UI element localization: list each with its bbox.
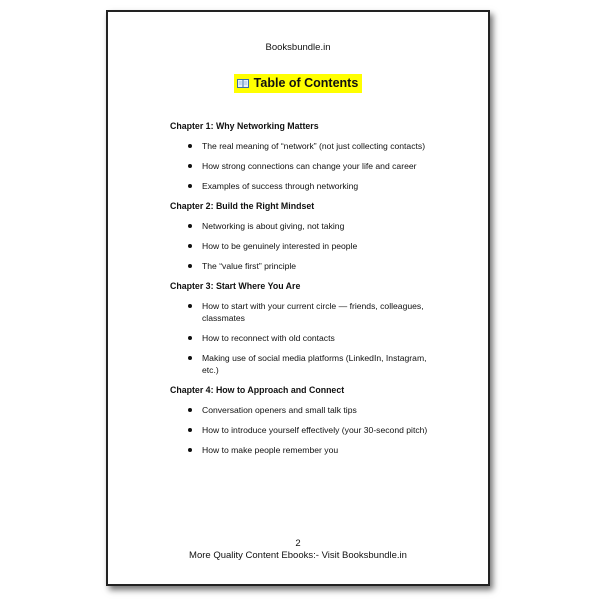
chapter-topic-list — [170, 300, 440, 376]
chapter-title: Chapter 1: Why Networking Matters — [170, 121, 319, 131]
bullet-icon — [188, 428, 192, 432]
toc-title-text: Table of Contents — [253, 76, 359, 90]
list-item — [170, 140, 440, 152]
toc-content — [170, 120, 440, 464]
list-item — [170, 220, 440, 232]
chapter-section — [170, 200, 440, 272]
list-item — [170, 260, 440, 272]
list-item — [170, 240, 440, 252]
bullet-icon — [188, 356, 192, 360]
list-item-text: Conversation openers and small talk tips — [202, 405, 357, 415]
bullet-icon — [188, 408, 192, 412]
bullet-icon — [188, 448, 192, 452]
bullet-icon — [188, 304, 192, 308]
chapter-section — [170, 120, 440, 192]
list-item-text: The real meaning of “network” (not just collecting contacts) — [202, 141, 426, 151]
list-item — [170, 332, 440, 344]
list-item-text: Examples of success through networking — [202, 181, 359, 191]
list-item-text: How to reconnect with old contacts — [202, 333, 335, 343]
chapter-title: Chapter 3: Start Where You Are — [170, 281, 301, 291]
open-book-icon — [237, 79, 249, 88]
bullet-icon — [188, 184, 192, 188]
list-item — [170, 352, 440, 376]
bullet-icon — [188, 336, 192, 340]
list-item-text: How to be genuinely interested in people — [202, 241, 358, 251]
list-item — [170, 300, 440, 324]
list-item-text: Networking is about giving, not taking — [202, 221, 345, 231]
chapter-topic-list — [170, 404, 440, 456]
bullet-icon — [188, 244, 192, 248]
list-item-text: How to introduce yourself effectively (your 30-second pitch) — [202, 425, 428, 435]
list-item-text: How strong connections can change your life and career — [202, 161, 417, 171]
toc-heading-wrap — [108, 74, 488, 93]
chapter-topic-list — [170, 140, 440, 192]
list-item — [170, 424, 440, 436]
list-item — [170, 160, 440, 172]
bullet-icon — [188, 224, 192, 228]
list-item-text: Making use of social media platforms (LinkedIn, Instagram, etc.) — [202, 353, 427, 375]
toc-heading — [234, 74, 363, 93]
bullet-icon — [188, 144, 192, 148]
bullet-icon — [188, 264, 192, 268]
chapter-section — [170, 280, 440, 376]
list-item — [170, 444, 440, 456]
page-number: 2 — [295, 538, 301, 549]
page-header: Booksbundle.in — [265, 42, 331, 53]
list-item-text: The “value first” principle — [202, 261, 297, 271]
list-item — [170, 180, 440, 192]
chapter-title: Chapter 2: Build the Right Mindset — [170, 201, 315, 211]
list-item — [170, 404, 440, 416]
bullet-icon — [188, 164, 192, 168]
chapter-title: Chapter 4: How to Approach and Connect — [170, 385, 345, 395]
chapter-topic-list — [170, 220, 440, 272]
list-item-text: How to make people remember you — [202, 445, 339, 455]
list-item-text: How to start with your current circle — friends, colleagues, classmates — [202, 301, 424, 323]
document-page — [106, 10, 490, 586]
page-footer: More Quality Content Ebooks:- Visit Booksbundle.in — [189, 550, 407, 561]
chapter-section — [170, 384, 440, 456]
